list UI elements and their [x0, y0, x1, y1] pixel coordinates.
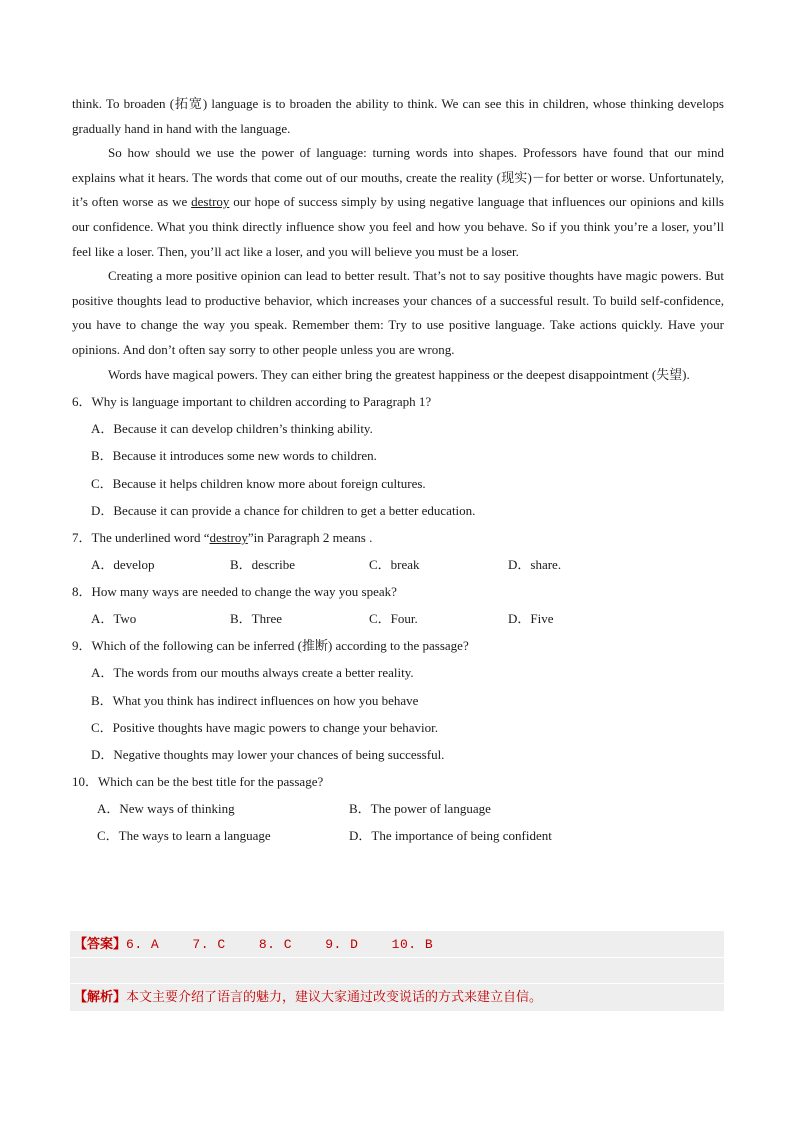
- option-b: B．What you think has indirect influences on how you behave: [91, 692, 419, 708]
- option-c: C．Positive thoughts have magic powers to change your behavior.: [91, 719, 438, 735]
- stem-after: ”in Paragraph 2 means .: [247, 529, 373, 545]
- answer-text: 6. A 7. C 8. C 9. D 10. B: [126, 937, 434, 952]
- option-c: C．Because it helps children know more about foreign cultures.: [91, 475, 426, 491]
- option-a: A．develop: [91, 556, 155, 572]
- option-b: B．Because it introduces some new words to children.: [91, 448, 377, 464]
- p2-text-after: our hope of success simply by using negative language that influences our opinions and kills our confidence. What you think directly influence show you feel and how you behave. So if you think you’re a loser, you’ll feel like a loser. Then, you’ll act like a loser, and you will believe you must be a loser.: [72, 194, 724, 259]
- analysis-tag: 【解析】: [74, 990, 127, 1005]
- option-b: B．The power of language: [349, 801, 491, 817]
- option-d: D．Five: [508, 611, 554, 627]
- answer-tag: 【答案】: [74, 937, 127, 952]
- p2-text-before: So how should we use the power of language: turning words into shapes. Professors have found that our mind explains what it hears. The words that come out of our mouths, create the reality (现实)－for better or worse. Unfortunately, it’s often worse as we: [72, 145, 724, 210]
- underlined-word-destroy: destroy: [191, 194, 230, 210]
- option-d: D．The importance of being confident: [349, 828, 552, 844]
- analysis-text: 本文主要介绍了语言的魅力，建议大家通过改变说话的方式来建立自信。: [126, 990, 543, 1005]
- question-6: [72, 388, 724, 524]
- answer-analysis-box: [70, 931, 724, 1011]
- option-a: A．Because it can develop children’s thinking ability.: [91, 421, 373, 437]
- box-divider: [70, 983, 724, 984]
- option-d: D．Negative thoughts may lower your chances of being successful.: [91, 746, 445, 762]
- passage-paragraph-3: Creating a more positive opinion can lead to better result. That’s not to say positive thoughts have magic powers. But positive thoughts lead to productive behavior, which increases your chances of a successful result. To build self-confidence, you have to change the way you speak. Remember them: Try to use positive language. Take actions quickly. Have your opinions. And don’t often say sorry to other people unless you are wrong.: [72, 268, 724, 357]
- option-b: B．Three: [230, 611, 282, 627]
- option-a: A．The words from our mouths always create a better reality.: [91, 665, 414, 681]
- option-a: A．Two: [91, 611, 137, 627]
- option-d: D．share.: [508, 556, 562, 572]
- question-8: [72, 578, 724, 632]
- options-grid: [97, 795, 724, 849]
- option-c: C．Four.: [369, 611, 418, 627]
- underlined-word: destroy: [209, 529, 248, 545]
- options-row: [91, 605, 724, 632]
- question-9: [72, 632, 724, 768]
- option-a: A．New ways of thinking: [97, 801, 235, 817]
- box-divider: [70, 957, 724, 958]
- question-stem: 8．How many ways are needed to change the way you speak?: [72, 584, 397, 600]
- option-c: C．break: [369, 556, 420, 572]
- stem-before: 7．The underlined word “: [72, 529, 210, 545]
- question-stem: 10．Which can be the best title for the passage?: [72, 774, 324, 790]
- answer-line: [74, 933, 433, 952]
- option-b: B．describe: [230, 556, 295, 572]
- passage-paragraph-4: Words have magical powers. They can either bring the greatest happiness or the deepest disappointment (失望).: [108, 366, 690, 382]
- question-stem: 9．Which of the following can be inferred (推断) according to the passage?: [72, 638, 469, 654]
- question-stem: 6．Why is language important to children according to Paragraph 1?: [72, 394, 432, 410]
- option-d: D．Because it can provide a chance for children to get a better education.: [91, 502, 476, 518]
- option-c: C．The ways to learn a language: [97, 828, 271, 844]
- options-row: [91, 551, 724, 578]
- question-10: [72, 768, 724, 849]
- analysis-line: [74, 986, 542, 1005]
- question-stem: [72, 524, 724, 551]
- question-7: [72, 524, 724, 578]
- document-page: [72, 92, 724, 850]
- passage-paragraph-1: think. To broaden (拓宽) language is to broaden the ability to think. We can see this in children, whose thinking develops gradually hand in hand with the language.: [72, 96, 724, 136]
- passage-paragraph-2: [72, 141, 724, 264]
